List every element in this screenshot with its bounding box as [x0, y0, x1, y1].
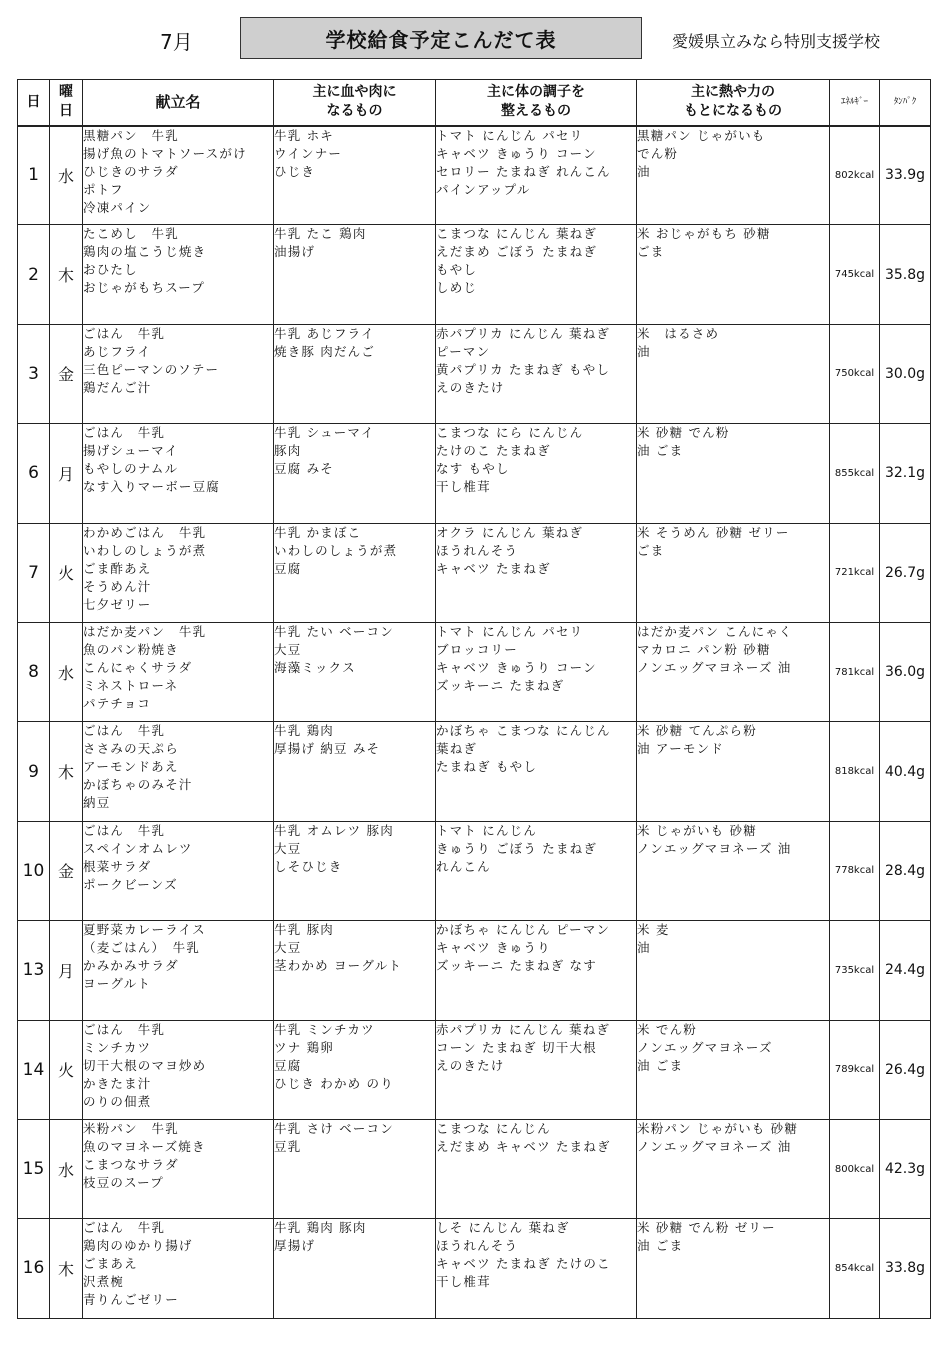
menu-cell-line: のりの佃煮: [83, 1093, 152, 1109]
table-row: [18, 324, 931, 423]
school-name: 愛媛県立みなら特別支援学校: [672, 32, 881, 51]
table-row: [18, 1219, 931, 1318]
green-group-cell-line: トマト にんじん パセリ: [436, 127, 584, 143]
yellow-group-cell-line: ノンエッグマヨネーズ: [637, 1039, 773, 1055]
green-group-cell-line: 黄パプリカ たまねぎ もやし: [436, 361, 611, 377]
green-group-cell-line: ズッキーニ たまねぎ なす: [436, 958, 597, 974]
yellow-group-cell-line: 米 でん粉: [637, 1021, 697, 1037]
menu-cell-line: 魚のマヨネーズ焼き: [83, 1138, 206, 1154]
energy-cell: 721kcal: [830, 523, 880, 622]
table-row: [18, 126, 931, 225]
header-weekday: 曜 日: [50, 80, 83, 126]
menu-cell-line: 七夕ゼリー: [83, 596, 152, 612]
green-group-cell-line: もやし: [436, 262, 478, 278]
green-group-cell-line: なす もやし: [436, 461, 510, 477]
header-menu: 献立名: [83, 80, 274, 126]
menu-cell-line: ごはん 牛乳: [83, 1021, 166, 1037]
red-group-cell-line: 牛乳 たこ 鶏肉: [274, 226, 367, 242]
yellow-group-cell: [637, 1020, 830, 1119]
menu-cell-line: 冷凍パイン: [83, 199, 152, 215]
green-group-cell-line: キャベツ きゅうり コーン: [436, 145, 597, 161]
menu-cell-line: おひたし: [83, 262, 138, 278]
red-group-cell-line: 牛乳 オムレツ 豚肉: [274, 822, 394, 838]
yellow-group-cell: [637, 324, 830, 423]
weekday-cell: 火: [50, 523, 83, 622]
green-group-cell-line: ほうれんそう: [436, 1238, 519, 1254]
table-row: [18, 722, 931, 821]
red-group-cell: [274, 523, 436, 622]
menu-cell-line: ポークビーンズ: [83, 876, 178, 892]
yellow-group-cell: [637, 821, 830, 920]
header-day: 日: [18, 80, 50, 126]
menu-cell: [83, 821, 274, 920]
table-row: [18, 622, 931, 721]
menu-cell-line: たこめし 牛乳: [83, 226, 179, 242]
red-group-cell-line: 牛乳 あじフライ: [274, 325, 375, 341]
menu-cell: [83, 1219, 274, 1318]
energy-cell: 789kcal: [830, 1020, 880, 1119]
menu-cell-line: 夏野菜カレーライス: [83, 922, 206, 938]
red-group-cell-line: しそひじき: [274, 858, 343, 874]
red-group-cell-line: ひじき わかめ のり: [274, 1075, 394, 1091]
day-cell: 13: [18, 921, 50, 1020]
green-group-cell: [436, 722, 637, 821]
yellow-group-cell-line: ノンエッグマヨネーズ 油: [637, 659, 792, 675]
yellow-group-cell-line: 米 おじゃがもち 砂糖: [637, 226, 771, 242]
red-group-cell: [274, 821, 436, 920]
green-group-cell-line: れんこん: [436, 858, 491, 874]
protein-cell: 33.9g: [880, 126, 931, 225]
menu-cell-line: 鶏だんご汁: [83, 379, 152, 395]
day-cell: 14: [18, 1020, 50, 1119]
green-group-cell-line: ブロッコリー: [436, 641, 518, 657]
yellow-group-cell-line: 米粉パン じゃがいも 砂糖: [637, 1120, 799, 1136]
red-group-cell-line: 大豆: [274, 641, 302, 657]
red-group-cell-line: 牛乳 鶏肉: [274, 723, 334, 739]
menu-cell-line: ミネストローネ: [83, 677, 179, 693]
header-red-group: 主に血や肉に なるもの: [274, 80, 436, 126]
yellow-group-cell-line: 米 砂糖 でん粉: [637, 425, 730, 441]
green-group-cell-line: 赤パプリカ にんじん 葉ねぎ: [436, 1021, 611, 1037]
header-energy: ｴﾈﾙｷﾞｰ: [830, 80, 880, 126]
weekday-cell: 月: [50, 424, 83, 523]
yellow-group-cell-line: 油 ごま: [637, 1238, 684, 1254]
day-cell: 2: [18, 225, 50, 324]
table-row: [18, 1119, 931, 1218]
green-group-cell: [436, 324, 637, 423]
weekday-cell: 水: [50, 622, 83, 721]
yellow-group-cell-line: ごま: [637, 542, 665, 558]
menu-cell-line: アーモンドあえ: [83, 759, 179, 775]
menu-cell: [83, 1020, 274, 1119]
yellow-group-cell-line: ノンエッグマヨネーズ 油: [637, 1138, 792, 1154]
weekday-cell: 木: [50, 1219, 83, 1318]
menu-cell-line: こんにゃくサラダ: [83, 659, 193, 675]
green-group-cell-line: こまつな にんじん: [436, 1120, 551, 1136]
red-group-cell-line: 豆腐 みそ: [274, 461, 334, 477]
red-group-cell-line: 牛乳 かまぼこ: [274, 524, 362, 540]
weekday-cell: 水: [50, 1119, 83, 1218]
menu-cell-line: 揚げ魚のトマトソースがけ: [83, 145, 247, 161]
menu-cell-line: かきたま汁: [83, 1075, 152, 1091]
menu-cell-line: ごはん 牛乳: [83, 1220, 166, 1236]
green-group-cell: [436, 1219, 637, 1318]
menu-cell-line: 鶏肉の塩こうじ焼き: [83, 244, 207, 260]
green-group-cell-line: 葉ねぎ: [436, 741, 478, 757]
menu-cell: [83, 722, 274, 821]
green-group-cell-line: きゅうり ごぼう たまねぎ: [436, 840, 598, 856]
green-group-cell-line: たまねぎ もやし: [436, 759, 538, 775]
red-group-cell-line: 豆乳: [274, 1138, 302, 1154]
menu-cell-line: ポトフ: [83, 181, 124, 197]
energy-cell: 818kcal: [830, 722, 880, 821]
energy-cell: 735kcal: [830, 921, 880, 1020]
green-group-cell-line: 赤パプリカ にんじん 葉ねぎ: [436, 325, 611, 341]
energy-cell: 800kcal: [830, 1119, 880, 1218]
green-group-cell-line: えだまめ キャベツ たまねぎ: [436, 1138, 611, 1154]
red-group-cell-line: ひじき: [274, 163, 316, 179]
green-group-cell-line: こまつな にんじん 葉ねぎ: [436, 226, 598, 242]
green-group-cell-line: キャベツ たまねぎ: [436, 560, 551, 576]
green-group-cell: [436, 225, 637, 324]
weekday-cell: 火: [50, 1020, 83, 1119]
yellow-group-cell: [637, 225, 830, 324]
yellow-group-cell: [637, 1119, 830, 1218]
weekday-cell: 水: [50, 126, 83, 225]
yellow-group-cell-line: 米 砂糖 てんぷら粉: [637, 723, 757, 739]
menu-cell-line: （麦ごはん） 牛乳: [83, 940, 201, 956]
green-group-cell-line: キャベツ きゅうり コーン: [436, 659, 597, 675]
menu-cell-line: あじフライ: [83, 343, 152, 359]
menu-cell: [83, 622, 274, 721]
protein-cell: 24.4g: [880, 921, 931, 1020]
red-group-cell-line: 焼き豚 肉だんご: [274, 343, 376, 359]
yellow-group-cell-line: 米 麦: [637, 922, 670, 938]
menu-cell-line: ごはん 牛乳: [83, 425, 166, 441]
header-yellow-group: 主に熱や力の もとになるもの: [637, 80, 830, 126]
green-group-cell-line: キャベツ きゅうり: [436, 940, 551, 956]
menu-cell-line: 枝豆のスープ: [83, 1174, 164, 1190]
menu-cell-line: 黒糖パン 牛乳: [83, 127, 179, 143]
green-group-cell-line: たけのこ たまねぎ: [436, 443, 551, 459]
green-group-cell-line: 干し椎茸: [436, 1274, 491, 1290]
green-group-cell-line: えだまめ ごぼう たまねぎ: [436, 244, 598, 260]
yellow-group-cell-line: 油 ごま: [637, 1057, 684, 1073]
menu-cell-line: わかめごはん 牛乳: [83, 524, 207, 540]
menu-cell-line: 米粉パン 牛乳: [83, 1120, 179, 1136]
red-group-cell-line: 大豆: [274, 840, 302, 856]
day-cell: 10: [18, 821, 50, 920]
weekday-cell: 木: [50, 225, 83, 324]
red-group-cell-line: ウインナー: [274, 145, 343, 161]
protein-cell: 33.8g: [880, 1219, 931, 1318]
header-protein: ﾀﾝﾊﾟｸ: [880, 80, 931, 126]
red-group-cell-line: 油揚げ: [274, 244, 316, 260]
green-group-cell-line: こまつな にら にんじん: [436, 425, 584, 441]
menu-cell-line: おじゃがもちスープ: [83, 280, 206, 296]
menu-cell-line: かぼちゃのみそ汁: [83, 777, 193, 793]
yellow-group-cell-line: ノンエッグマヨネーズ 油: [637, 840, 792, 856]
green-group-cell: [436, 921, 637, 1020]
red-group-cell-line: 豆腐: [274, 1057, 302, 1073]
red-group-cell-line: 厚揚げ 納豆 みそ: [274, 741, 381, 757]
menu-cell: [83, 225, 274, 324]
red-group-cell-line: 厚揚げ: [274, 1238, 316, 1254]
protein-cell: 28.4g: [880, 821, 931, 920]
table-row: [18, 821, 931, 920]
yellow-group-cell-line: でん粉: [637, 145, 679, 161]
protein-cell: 30.0g: [880, 324, 931, 423]
green-group-cell: [436, 1119, 637, 1218]
green-group-cell-line: トマト にんじん パセリ: [436, 623, 584, 639]
red-group-cell-line: 牛乳 さけ ベーコン: [274, 1120, 394, 1136]
protein-cell: 26.7g: [880, 523, 931, 622]
day-cell: 3: [18, 324, 50, 423]
red-group-cell-line: 牛乳 鶏肉 豚肉: [274, 1220, 367, 1236]
day-cell: 15: [18, 1119, 50, 1218]
yellow-group-cell: [637, 126, 830, 225]
energy-cell: 745kcal: [830, 225, 880, 324]
day-cell: 1: [18, 126, 50, 225]
green-group-cell-line: かぼちゃ にんじん ピーマン: [436, 922, 611, 938]
page-title: [240, 17, 642, 59]
yellow-group-cell-line: 米 砂糖 でん粉 ゼリー: [637, 1220, 776, 1236]
green-group-cell-line: コーン たまねぎ 切干大根: [436, 1039, 597, 1055]
energy-cell: 781kcal: [830, 622, 880, 721]
menu-cell-line: ごまあえ: [83, 1256, 138, 1272]
protein-cell: 26.4g: [880, 1020, 931, 1119]
yellow-group-cell: [637, 424, 830, 523]
protein-cell: 42.3g: [880, 1119, 931, 1218]
menu-cell-line: ごはん 牛乳: [83, 723, 166, 739]
page-title-text: 学校給食予定こんだて表: [325, 27, 557, 52]
menu-cell-line: 三色ピーマンのソテー: [83, 361, 220, 377]
green-group-cell-line: ほうれんそう: [436, 542, 519, 558]
menu-cell-line: ごはん 牛乳: [83, 325, 166, 341]
red-group-cell-line: 海藻ミックス: [274, 659, 356, 675]
menu-cell-line: 魚のパン粉焼き: [83, 641, 179, 657]
green-group-cell-line: えのきたけ: [436, 379, 505, 395]
yellow-group-cell-line: 米 はるさめ: [637, 325, 720, 341]
day-cell: 8: [18, 622, 50, 721]
yellow-group-cell-line: ごま: [637, 244, 665, 260]
menu-cell: [83, 424, 274, 523]
table-header-row: [18, 80, 931, 126]
red-group-cell-line: 牛乳 ミンチカツ: [274, 1021, 375, 1037]
yellow-group-cell-line: 米 じゃがいも 砂糖: [637, 822, 757, 838]
protein-cell: 35.8g: [880, 225, 931, 324]
menu-cell-line: ごはん 牛乳: [83, 822, 166, 838]
menu-cell-line: パテチョコ: [83, 695, 152, 711]
menu-cell: [83, 921, 274, 1020]
energy-cell: 750kcal: [830, 324, 880, 423]
menu-cell-line: はだか麦パン 牛乳: [83, 623, 207, 639]
green-group-cell-line: トマト にんじん: [436, 822, 538, 838]
table-row: [18, 1020, 931, 1119]
yellow-group-cell: [637, 622, 830, 721]
green-group-cell-line: しそ にんじん 葉ねぎ: [436, 1220, 570, 1236]
weekday-cell: 木: [50, 722, 83, 821]
yellow-group-cell-line: 油 アーモンド: [637, 741, 724, 757]
weekday-cell: 月: [50, 921, 83, 1020]
red-group-cell-line: 牛乳 シューマイ: [274, 425, 375, 441]
day-cell: 16: [18, 1219, 50, 1318]
red-group-cell-line: 大豆: [274, 940, 302, 956]
yellow-group-cell-line: 油: [637, 163, 651, 179]
green-group-cell-line: ピーマン: [436, 343, 491, 359]
red-group-cell-line: 茎わかめ ヨーグルト: [274, 958, 403, 974]
red-group-cell: [274, 722, 436, 821]
green-group-cell-line: えのきたけ: [436, 1057, 505, 1073]
green-group-cell: [436, 622, 637, 721]
red-group-cell: [274, 1119, 436, 1218]
menu-cell: [83, 1119, 274, 1218]
red-group-cell: [274, 126, 436, 225]
yellow-group-cell: [637, 921, 830, 1020]
green-group-cell: [436, 821, 637, 920]
green-group-cell-line: かぼちゃ こまつな にんじん: [436, 723, 611, 739]
menu-cell-line: 納豆: [83, 795, 111, 811]
green-group-cell-line: ズッキーニ たまねぎ: [436, 677, 565, 693]
green-group-cell-line: しめじ: [436, 280, 478, 296]
red-group-cell-line: 豆腐: [274, 560, 302, 576]
menu-cell-line: ささみの天ぷら: [83, 741, 179, 757]
yellow-group-cell-line: 黒糖パン じゃがいも: [637, 127, 766, 143]
red-group-cell-line: 牛乳 たい ベーコン: [274, 623, 394, 639]
menu-cell-line: かみかみサラダ: [83, 958, 179, 974]
yellow-group-cell-line: 油 ごま: [637, 443, 684, 459]
green-group-cell-line: キャベツ たまねぎ たけのこ: [436, 1256, 611, 1272]
red-group-cell: [274, 225, 436, 324]
day-cell: 7: [18, 523, 50, 622]
table-row: [18, 424, 931, 523]
protein-cell: 32.1g: [880, 424, 931, 523]
red-group-cell: [274, 1219, 436, 1318]
yellow-group-cell-line: 油: [637, 940, 651, 956]
header-green-group: 主に体の調子を 整えるもの: [436, 80, 637, 126]
menu-cell-line: なす入りマーボー豆腐: [83, 479, 221, 495]
menu-cell-line: ヨーグルト: [83, 976, 152, 992]
red-group-cell: [274, 424, 436, 523]
day-cell: 9: [18, 722, 50, 821]
yellow-group-cell-line: 米 そうめん 砂糖 ゼリー: [637, 524, 790, 540]
protein-cell: 36.0g: [880, 622, 931, 721]
menu-cell: [83, 126, 274, 225]
red-group-cell: [274, 921, 436, 1020]
green-group-cell: [436, 523, 637, 622]
menu-cell-line: 青りんごゼリー: [83, 1292, 179, 1308]
energy-cell: 778kcal: [830, 821, 880, 920]
menu-cell-line: 切干大根のマヨ炒め: [83, 1057, 207, 1073]
menu-cell-line: 鶏肉のゆかり揚げ: [83, 1238, 193, 1254]
menu-cell-line: そうめん汁: [83, 578, 152, 594]
menu-cell-line: ミンチカツ: [83, 1039, 152, 1055]
menu-table: [17, 79, 931, 1319]
green-group-cell: [436, 424, 637, 523]
weekday-cell: 金: [50, 821, 83, 920]
green-group-cell-line: オクラ にんじん 葉ねぎ: [436, 524, 584, 540]
menu-cell-line: もやしのナムル: [83, 461, 179, 477]
menu-cell-line: 揚げシューマイ: [83, 443, 179, 459]
menu-cell: [83, 324, 274, 423]
day-cell: 6: [18, 424, 50, 523]
green-group-cell: [436, 126, 637, 225]
energy-cell: 855kcal: [830, 424, 880, 523]
protein-cell: 40.4g: [880, 722, 931, 821]
menu-cell-line: スペインオムレツ: [83, 840, 193, 856]
red-group-cell-line: ツナ 鶏卵: [274, 1039, 334, 1055]
yellow-group-cell-line: マカロニ パン粉 砂糖: [637, 641, 771, 657]
red-group-cell: [274, 622, 436, 721]
red-group-cell-line: いわしのしょうが煮: [274, 542, 398, 558]
green-group-cell: [436, 1020, 637, 1119]
green-group-cell-line: パインアップル: [436, 181, 531, 197]
menu-cell-line: こまつなサラダ: [83, 1156, 179, 1172]
yellow-group-cell: [637, 1219, 830, 1318]
red-group-cell-line: 牛乳 豚肉: [274, 922, 334, 938]
green-group-cell-line: 干し椎茸: [436, 479, 491, 495]
red-group-cell: [274, 1020, 436, 1119]
table-row: [18, 921, 931, 1020]
yellow-group-cell-line: はだか麦パン こんにゃく: [637, 623, 793, 639]
menu-cell-line: 沢煮椀: [83, 1274, 125, 1290]
table-row: [18, 523, 931, 622]
menu-cell-line: ひじきのサラダ: [83, 163, 179, 179]
red-group-cell: [274, 324, 436, 423]
menu-cell: [83, 523, 274, 622]
yellow-group-cell-line: 油: [637, 343, 651, 359]
table-body: [18, 126, 931, 1319]
green-group-cell-line: セロリー たまねぎ れんこん: [436, 163, 611, 179]
yellow-group-cell: [637, 722, 830, 821]
table-row: [18, 225, 931, 324]
menu-cell-line: いわしのしょうが煮: [83, 542, 207, 558]
energy-cell: 802kcal: [830, 126, 880, 225]
month-label: 7月: [160, 30, 193, 54]
red-group-cell-line: 牛乳 ホキ: [274, 127, 334, 143]
yellow-group-cell: [637, 523, 830, 622]
menu-cell-line: 根菜サラダ: [83, 858, 152, 874]
energy-cell: 854kcal: [830, 1219, 880, 1318]
menu-cell-line: ごま酢あえ: [83, 560, 152, 576]
weekday-cell: 金: [50, 324, 83, 423]
red-group-cell-line: 豚肉: [274, 443, 302, 459]
